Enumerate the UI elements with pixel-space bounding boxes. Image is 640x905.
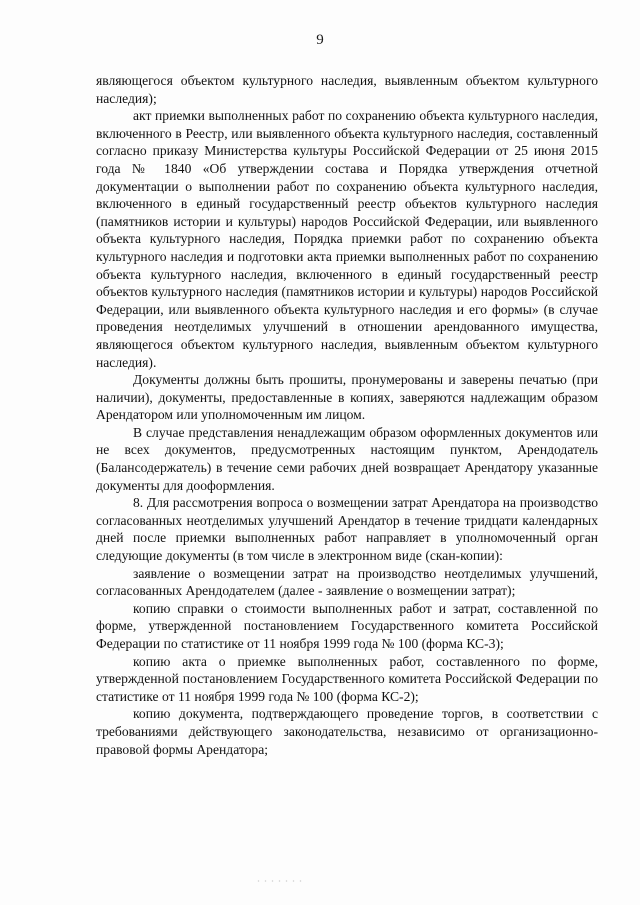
- paragraph-continuation: являющегося объектом культурного наследия, выявленным объектом культурного наследия);: [96, 73, 598, 106]
- list-item-tender-document: копию документа, подтверждающего проведение торгов, в соответствии с требованиями действующего законодательства, независимо от организационно-правовой формы Арендатора;: [96, 706, 598, 757]
- paragraph-clause-8: 8. Для рассмотрения вопроса о возмещении затрат Арендатора на производство согласованных неотделимых улучшений Арендатор в течение тридцати календарных дней после приемки выполненных работ направляет в уполномоченный орган следующие документы (в том числе в электронном виде (скан-копии):: [96, 495, 598, 564]
- paragraph-acceptance-act: акт приемки выполненных работ по сохранению объекта культурного наследия, включенного в Реестр, или выявленного объекта культурного наследия, составленный согласно приказу Министерства культуры Российской Федерации от 25 июня 2015 года № 1840 «Об утверждении состава и Порядка утверждения отчетной документации о выполнении работ по сохранению объекта культурного наследия, включенного в единый государственный реестр объектов культурного наследия (памятников истории и культуры) народов Российской Федерации, или выявленного объекта культурного наследия, Порядка приемки работ по сохранению объекта культурного наследия и подготовки акта приемки выполненных работ по сохранению объекта культурного наследия, включенного в единый государственный реестр объектов культурного наследия (памятников истории и культуры) народов Российской Федерации, или выявленного объекта культурного наследия и его формы» (в случае проведения неотделимых улучшений в отношении арендованного имущества, являющегося объектом культурного наследия, выявленным объектом культурного наследия).: [96, 108, 598, 370]
- page-number: 9: [316, 32, 324, 48]
- paragraph-documents-certification: Документы должны быть прошиты, пронумерованы и заверены печатью (при наличии), документы, предоставленные в копиях, заверяются надлежащим образом Арендатором или уполномоченным им лицом.: [96, 372, 598, 423]
- list-item-ks3-certificate: копию справки о стоимости выполненных работ и затрат, составленной по форме, утвержденной постановлением Государственного комитета Российской Федерации по статистике от 11 ноября 1999 года № 100 (форма КС-3);: [96, 600, 598, 651]
- list-item-reimbursement-application: заявление о возмещении затрат на производство неотделимых улучшений, согласованных Арендодателем (далее - заявление о возмещении затрат);: [96, 565, 598, 599]
- list-item-ks2-act: копию акта о приемке выполненных работ, составленного по форме, утвержденной постановлением Государственного комитета Российской Федерации по статистике от 11 ноября 1999 года № 100 (форма КС-2);: [96, 653, 598, 704]
- document-body: [96, 72, 598, 758]
- paragraph-improper-documents: В случае представления ненадлежащим образом оформленных документов или не всех документов, предусмотренных настоящим пунктом, Арендодатель (Балансодержатель) в течение семи рабочих дней возвращает Арендатору указанные документы для дооформления.: [96, 424, 598, 493]
- scan-artifact: [255, 878, 305, 884]
